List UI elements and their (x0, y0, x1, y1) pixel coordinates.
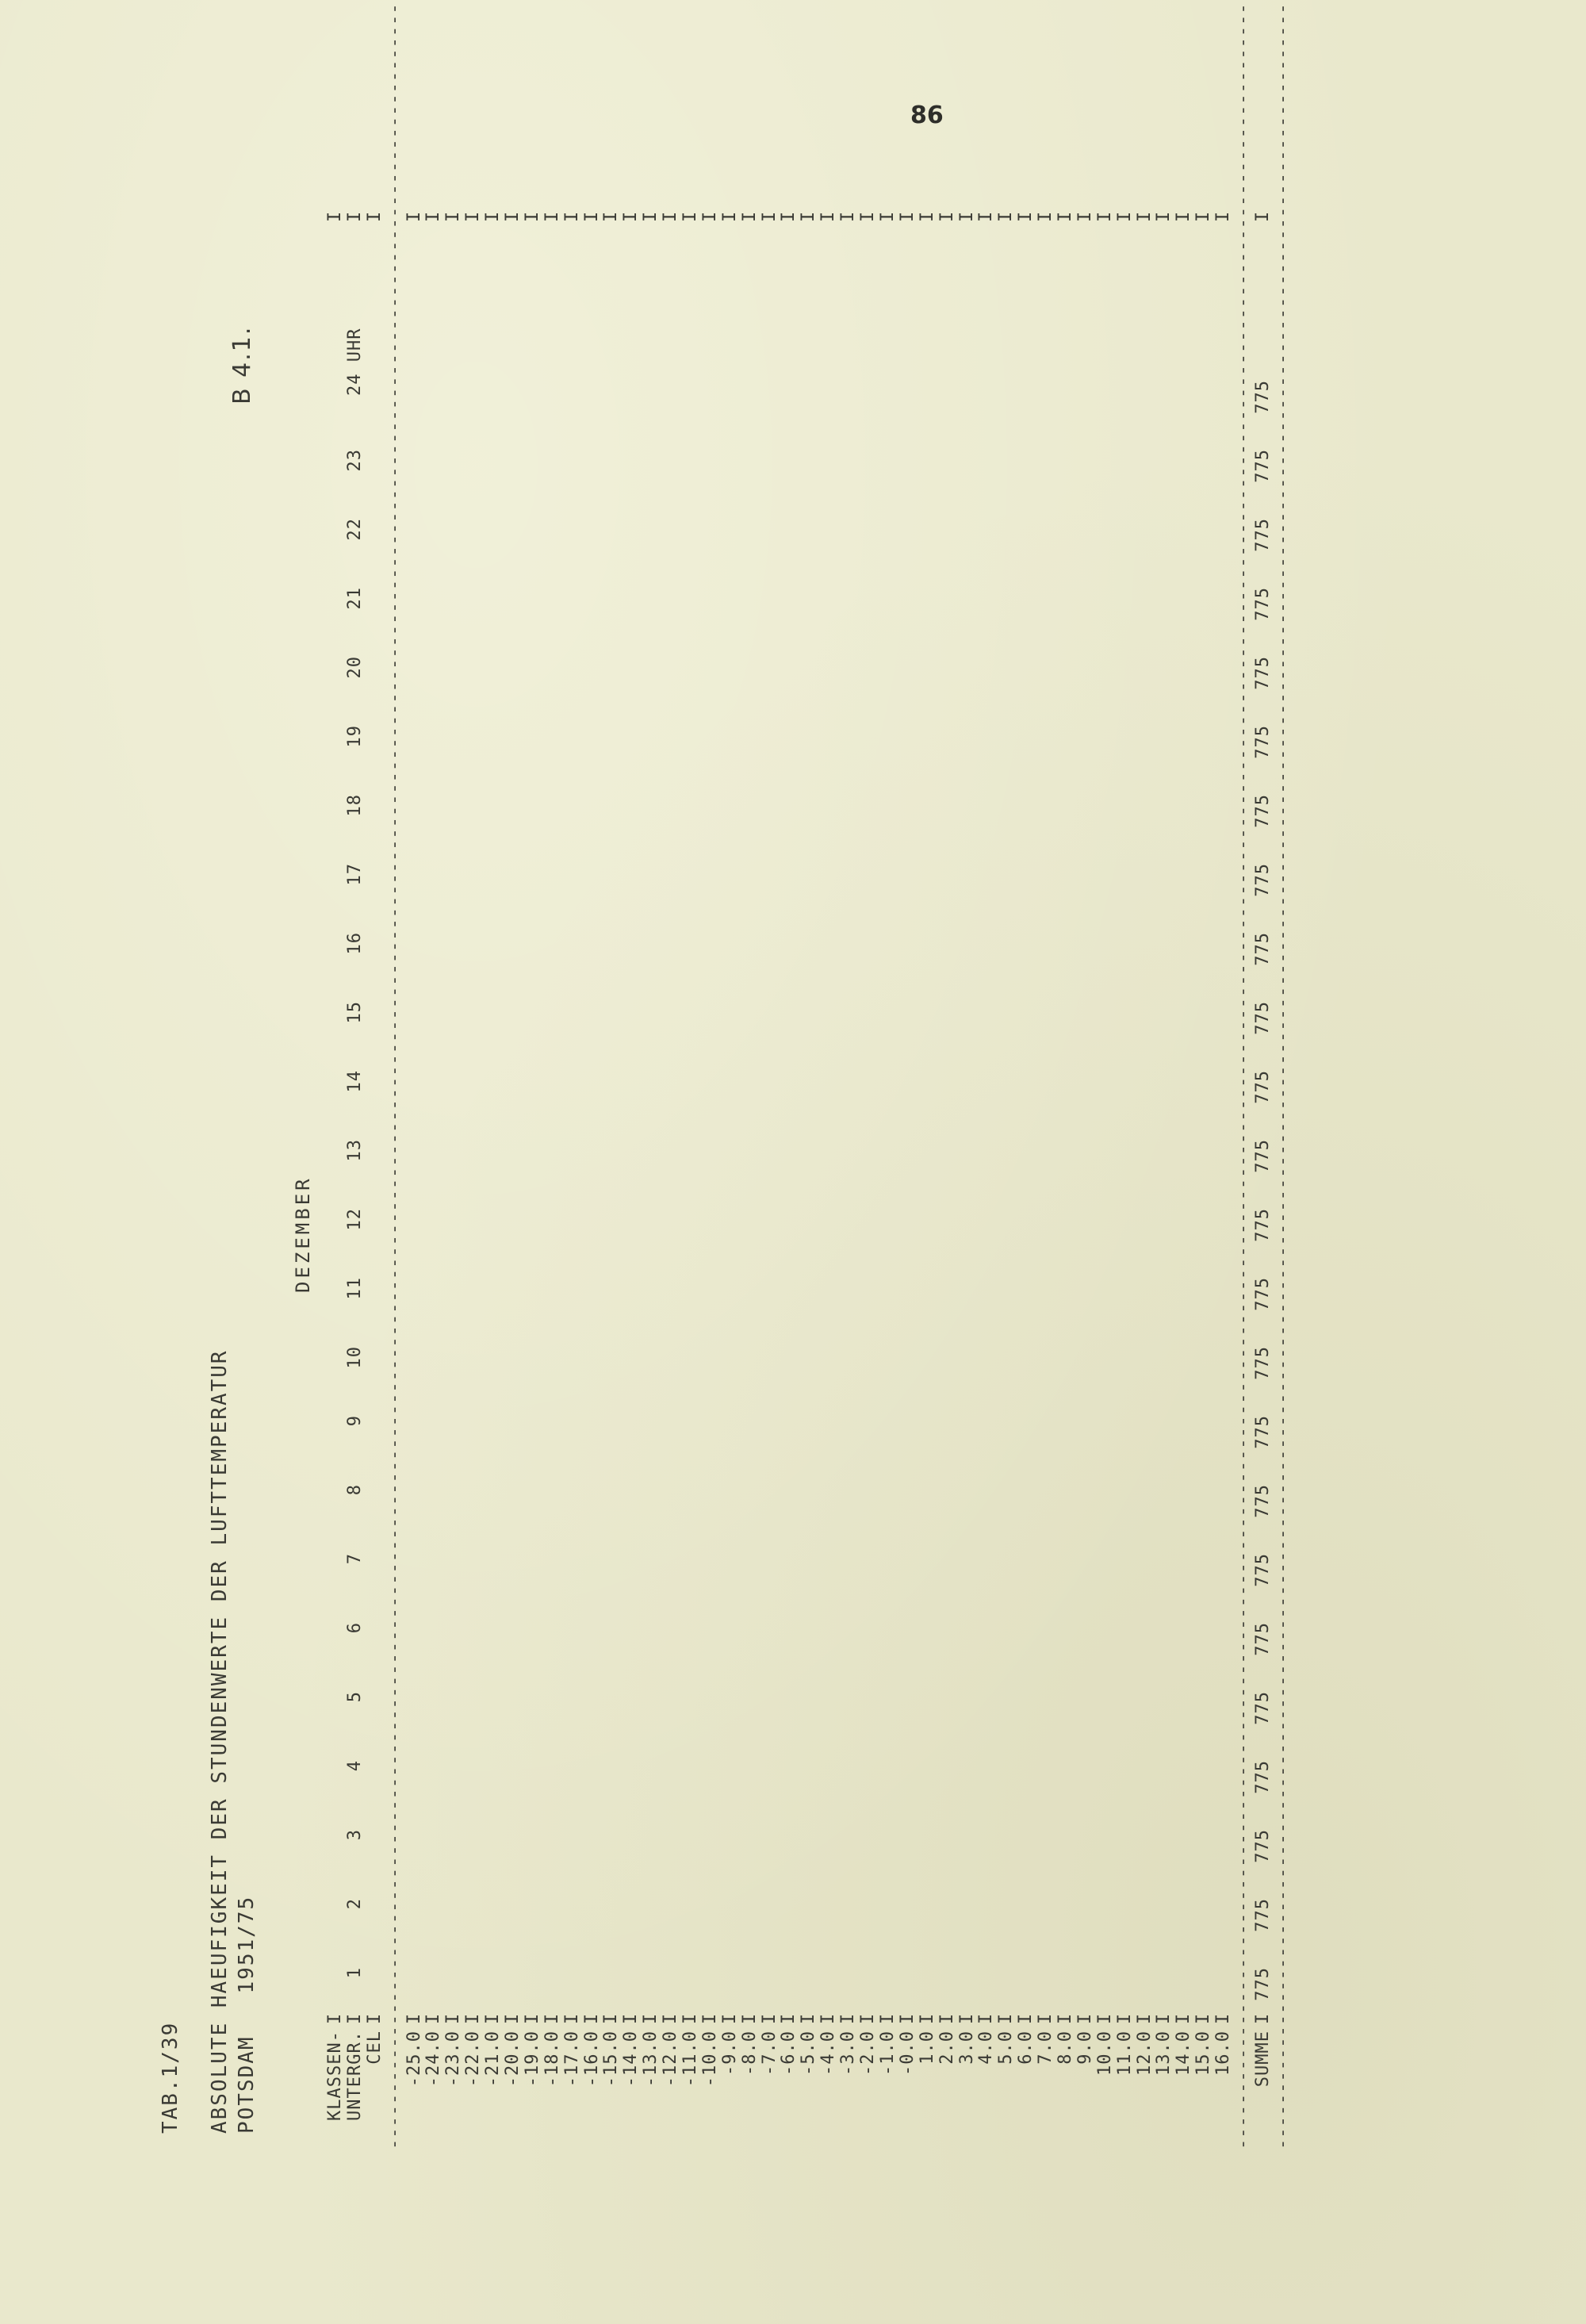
column-separator: I (325, 210, 345, 222)
column-separator: I (917, 210, 937, 222)
hour-header: 16 (344, 932, 365, 955)
sum-value: 775 (1252, 1484, 1273, 1518)
header-divider: ---------------------------------------------------------------------------------------------------------------------------------------------------------------------------------------------- (384, 2, 404, 2150)
table-row (641, 2, 661, 2150)
sum-value: 775 (1252, 1760, 1273, 1794)
table-row (1174, 2, 1193, 2150)
column-separator: I (581, 210, 602, 222)
sum-value: 775 (1252, 725, 1273, 759)
bottom-divider: ---------------------------------------------------------------------------------------------------------------------------------------------------------------------------------------------- (1272, 2, 1293, 2150)
hour-header: 9 (344, 1415, 365, 1427)
table-row (1095, 2, 1115, 2150)
column-separator: I (1252, 210, 1273, 222)
column-separator: I (779, 210, 799, 222)
column-separator: I (503, 2012, 523, 2024)
column-separator: I (956, 2012, 977, 2024)
column-separator: I (1094, 2012, 1115, 2024)
class-lower-bound: -8.0 (739, 2031, 760, 2076)
column-separator: I (719, 210, 740, 222)
column-separator: I (1075, 210, 1095, 222)
table-location: POTSDAM 1951/75 (235, 1895, 259, 2134)
sum-value: 775 (1252, 1346, 1273, 1380)
class-lower-bound: -6.0 (779, 2031, 799, 2076)
header-row (345, 2, 365, 2150)
column-separator: I (1193, 2012, 1214, 2024)
class-lower-bound: -2.0 (858, 2031, 879, 2076)
table-row (621, 2, 641, 2150)
table-row (562, 2, 582, 2150)
class-lower-bound: 8.0 (1055, 2031, 1075, 2065)
column-separator: I (1193, 210, 1214, 222)
hour-header: 18 (344, 794, 365, 817)
table-row (1135, 2, 1155, 2150)
column-separator: I (443, 2012, 464, 2024)
column-separator: I (364, 210, 385, 222)
sum-value: 775 (1252, 1208, 1273, 1242)
column-separator: I (561, 2012, 582, 2024)
column-separator: I (779, 2012, 799, 2024)
table-row (483, 2, 503, 2150)
sum-value: 775 (1252, 1691, 1273, 1725)
class-lower-bound: -7.0 (759, 2031, 780, 2076)
column-separator: I (542, 210, 562, 222)
class-lower-bound: 11.0 (1114, 2031, 1135, 2076)
hour-header: 7 (344, 1553, 365, 1565)
sum-value: 775 (1252, 1070, 1273, 1104)
hour-header: 6 (344, 1622, 365, 1634)
column-separator: I (937, 2012, 957, 2024)
sum-value: 775 (1252, 932, 1273, 966)
hour-header: 12 (344, 1208, 365, 1231)
sum-value: 775 (1252, 1001, 1273, 1035)
table-row (463, 2, 483, 2150)
column-separator: I (1055, 2012, 1075, 2024)
column-separator: I (1016, 210, 1036, 222)
table-row (443, 2, 463, 2150)
table-row (1075, 2, 1095, 2150)
class-lower-bound: -24.0 (423, 2031, 444, 2088)
table-row (740, 2, 760, 2150)
column-separator: I (423, 210, 444, 222)
column-separator: I (641, 210, 661, 222)
hour-header: 8 (344, 1484, 365, 1496)
class-lower-bound: -13.0 (641, 2031, 661, 2088)
header-label: CEL (364, 2031, 385, 2065)
class-lower-bound: 6.0 (1016, 2031, 1036, 2065)
header-label: UNTERGR. (344, 2031, 365, 2121)
table-row (503, 2, 523, 2150)
class-lower-bound: 10.0 (1094, 2031, 1115, 2076)
column-separator: I (423, 2012, 444, 2024)
table-row (720, 2, 740, 2150)
table-row (918, 2, 937, 2150)
column-separator: I (976, 2012, 997, 2024)
column-separator: I (996, 210, 1017, 222)
column-separator: I (483, 210, 504, 222)
column-separator: I (503, 210, 523, 222)
table-row (996, 2, 1016, 2150)
column-separator: I (1016, 2012, 1036, 2024)
hour-header: 2 (344, 1898, 365, 1910)
class-lower-bound: -20.0 (503, 2031, 523, 2088)
column-separator: I (443, 210, 464, 222)
column-separator: I (897, 2012, 918, 2024)
table-row (1036, 2, 1055, 2150)
column-separator: I (1134, 210, 1155, 222)
sum-value: 775 (1252, 449, 1273, 483)
column-separator: I (1114, 2012, 1135, 2024)
class-lower-bound: -11.0 (680, 2031, 701, 2088)
table-row (1213, 2, 1233, 2150)
class-lower-bound: -4.0 (818, 2031, 839, 2076)
class-lower-bound: 3.0 (956, 2031, 977, 2065)
column-separator: I (877, 210, 898, 222)
sum-value: 775 (1252, 1898, 1273, 1932)
hour-header: 24 UHR (344, 328, 365, 396)
class-lower-bound: -12.0 (661, 2031, 681, 2088)
table-row (700, 2, 720, 2150)
column-separator: I (759, 2012, 780, 2024)
class-lower-bound: 7.0 (1036, 2031, 1056, 2065)
column-separator: I (818, 2012, 839, 2024)
hour-header: 20 (344, 656, 365, 679)
table-row (423, 2, 443, 2150)
sum-value: 775 (1252, 1139, 1273, 1173)
sum-value: 775 (1252, 518, 1273, 552)
column-separator: I (759, 210, 780, 222)
column-separator: I (601, 2012, 622, 2024)
table-title: ABSOLUTE HAEUFIGKEIT DER STUNDENWERTE DER LUFTTEMPERATUR (208, 1349, 232, 2134)
column-separator: I (483, 2012, 504, 2024)
column-separator: I (561, 210, 582, 222)
table-row (1016, 2, 1036, 2150)
header-label: KLASSEN- (325, 2031, 345, 2121)
hour-header: 11 (344, 1277, 365, 1300)
class-lower-bound: 16.0 (1213, 2031, 1234, 2076)
hour-header: 10 (344, 1346, 365, 1369)
sum-row (1253, 2, 1273, 2150)
hour-header: 17 (344, 863, 365, 886)
column-separator: I (699, 210, 720, 222)
column-separator: I (680, 2012, 701, 2024)
sum-value: 775 (1252, 380, 1273, 414)
hour-header: 14 (344, 1070, 365, 1093)
class-lower-bound: -1.0 (877, 2031, 898, 2076)
column-separator: I (404, 2012, 424, 2024)
column-separator: I (522, 2012, 542, 2024)
column-separator: I (1134, 2012, 1155, 2024)
hour-header: 19 (344, 725, 365, 748)
class-lower-bound: 1.0 (917, 2031, 937, 2065)
class-lower-bound: -25.0 (404, 2031, 424, 2088)
column-separator: I (838, 2012, 859, 2024)
column-separator: I (996, 2012, 1017, 2024)
hour-header: 22 (344, 518, 365, 541)
class-lower-bound: -19.0 (522, 2031, 542, 2088)
column-separator: I (838, 210, 859, 222)
column-separator: I (522, 210, 542, 222)
sum-value: 775 (1252, 1967, 1273, 2001)
hour-header: 21 (344, 587, 365, 610)
sum-value: 775 (1252, 1415, 1273, 1449)
table-row (601, 2, 621, 2150)
column-separator: I (897, 210, 918, 222)
sum-value: 775 (1252, 587, 1273, 621)
column-separator: I (1252, 2012, 1273, 2024)
sum-value: 775 (1252, 1553, 1273, 1587)
column-separator: I (858, 210, 879, 222)
column-separator: I (1055, 210, 1075, 222)
column-separator: I (956, 210, 977, 222)
class-lower-bound: -23.0 (443, 2031, 464, 2088)
column-separator: I (1213, 210, 1234, 222)
class-lower-bound: -15.0 (601, 2031, 622, 2088)
table-row (542, 2, 562, 2150)
hour-header: 15 (344, 1001, 365, 1024)
column-separator: I (699, 2012, 720, 2024)
column-separator: I (739, 210, 760, 222)
class-lower-bound: -14.0 (621, 2031, 642, 2088)
table-row (582, 2, 602, 2150)
table-row (818, 2, 838, 2150)
sum-value: 775 (1252, 1277, 1273, 1311)
column-separator: I (680, 210, 701, 222)
column-separator: I (1174, 210, 1194, 222)
header-row (365, 2, 385, 2150)
column-separator: I (463, 2012, 484, 2024)
class-lower-bound: 15.0 (1193, 2031, 1214, 2076)
column-separator: I (858, 2012, 879, 2024)
hour-header: 13 (344, 1139, 365, 1162)
sum-label: SUMME (1252, 2031, 1273, 2088)
class-lower-bound: -9.0 (719, 2031, 740, 2076)
table-id: TAB.1/39 (159, 2021, 182, 2134)
column-separator: I (917, 2012, 937, 2024)
class-lower-bound: 2.0 (937, 2031, 957, 2065)
hour-header: 5 (344, 1691, 365, 1703)
class-lower-bound: -21.0 (483, 2031, 504, 2088)
column-separator: I (601, 210, 622, 222)
section-code: B 4.1. (228, 325, 256, 405)
table-row (858, 2, 878, 2150)
table-row (878, 2, 898, 2150)
table-row (937, 2, 957, 2150)
class-lower-bound: 12.0 (1134, 2031, 1155, 2076)
table-row (523, 2, 542, 2150)
table-row (779, 2, 799, 2150)
column-separator: I (325, 2012, 345, 2024)
column-separator: I (719, 2012, 740, 2024)
table-row (838, 2, 858, 2150)
class-lower-bound: 5.0 (996, 2031, 1017, 2065)
hour-header: 1 (344, 1967, 365, 1979)
table-row (799, 2, 818, 2150)
column-separator: I (1114, 210, 1135, 222)
table-row (1193, 2, 1213, 2150)
column-separator: I (621, 210, 642, 222)
footer-divider: ---------------------------------------------------------------------------------------------------------------------------------------------------------------------------------------------- (1232, 2, 1253, 2150)
column-separator: I (661, 2012, 681, 2024)
column-separator: I (344, 2012, 365, 2024)
class-lower-bound: -18.0 (542, 2031, 562, 2088)
hour-header: 23 (344, 449, 365, 472)
class-lower-bound: 14.0 (1174, 2031, 1194, 2076)
table-row (957, 2, 977, 2150)
column-separator: I (799, 2012, 819, 2024)
column-separator: I (1213, 2012, 1234, 2024)
table-row (680, 2, 700, 2150)
hour-header: 4 (344, 1760, 365, 1772)
sum-value: 775 (1252, 1829, 1273, 1863)
column-separator: I (799, 210, 819, 222)
table-row (1055, 2, 1075, 2150)
class-lower-bound: 4.0 (976, 2031, 997, 2065)
table-row (1115, 2, 1135, 2150)
class-lower-bound: -22.0 (463, 2031, 484, 2088)
frequency-table (325, 2, 1293, 2150)
class-lower-bound: -3.0 (838, 2031, 859, 2076)
sum-value: 775 (1252, 794, 1273, 828)
column-separator: I (404, 210, 424, 222)
header-row (325, 2, 345, 2150)
column-separator: I (463, 210, 484, 222)
column-separator: I (1036, 210, 1056, 222)
table-row (404, 2, 424, 2150)
column-separator: I (641, 2012, 661, 2024)
class-lower-bound: -0.0 (897, 2031, 918, 2076)
class-lower-bound: -5.0 (799, 2031, 819, 2076)
column-separator: I (364, 2012, 385, 2024)
column-separator: I (976, 210, 997, 222)
column-separator: I (581, 2012, 602, 2024)
table-row (760, 2, 780, 2150)
column-separator: I (937, 210, 957, 222)
class-lower-bound: -16.0 (581, 2031, 602, 2088)
class-lower-bound: 9.0 (1075, 2031, 1095, 2065)
hour-header: 3 (344, 1829, 365, 1841)
column-separator: I (1036, 2012, 1056, 2024)
column-separator: I (877, 2012, 898, 2024)
column-separator: I (1154, 2012, 1174, 2024)
column-separator: I (1154, 210, 1174, 222)
class-lower-bound: -10.0 (699, 2031, 720, 2088)
column-separator: I (818, 210, 839, 222)
column-separator: I (1174, 2012, 1194, 2024)
sum-value: 775 (1252, 863, 1273, 897)
table-row (976, 2, 996, 2150)
table-row (661, 2, 680, 2150)
table-row (1154, 2, 1174, 2150)
month-label: DEZEMBER (292, 1175, 314, 1293)
column-separator: I (621, 2012, 642, 2024)
column-separator: I (1094, 210, 1115, 222)
class-lower-bound: 13.0 (1154, 2031, 1174, 2076)
sum-value: 775 (1252, 1622, 1273, 1656)
class-lower-bound: -17.0 (561, 2031, 582, 2088)
column-separator: I (1075, 2012, 1095, 2024)
table-row (898, 2, 918, 2150)
column-separator: I (661, 210, 681, 222)
sum-value: 775 (1252, 656, 1273, 690)
column-separator: I (542, 2012, 562, 2024)
column-separator: I (344, 210, 365, 222)
page-number: 86 (910, 102, 944, 129)
column-separator: I (739, 2012, 760, 2024)
